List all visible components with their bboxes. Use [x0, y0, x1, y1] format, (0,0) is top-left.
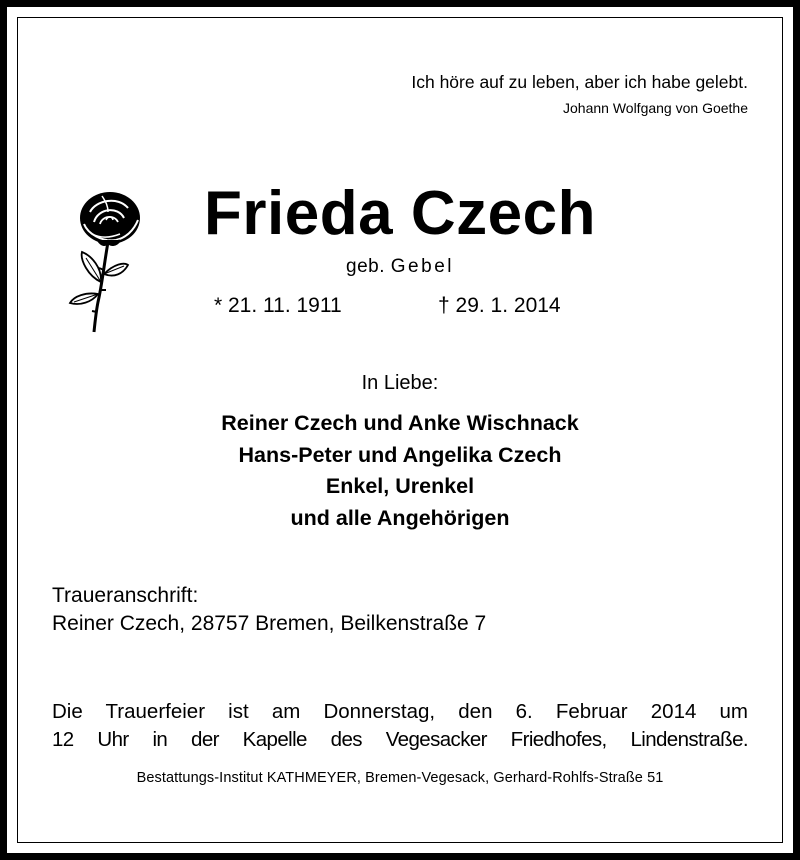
nee-prefix: geb. [346, 256, 385, 277]
service-line-1: Die Trauerfeier ist am Donnerstag, den 6. Februar 2014 um [52, 700, 748, 723]
address-label: Traueranschrift: [52, 584, 199, 607]
address-value: Reiner Czech, 28757 Bremen, Beilkenstraße 7 [52, 612, 487, 635]
funeral-home: Bestattungs-Institut KATHMEYER, Bremen-Vegesack, Gerhard-Rohlfs-Straße 51 [136, 770, 664, 786]
birth-date: * 21. 11. 1911 [214, 294, 342, 317]
goethe-quote: Ich höre auf zu leben, aber ich habe gelebt. [411, 72, 748, 92]
maiden-name: Gebel [390, 256, 454, 277]
mourner-line: Hans-Peter und Angelika Czech [238, 442, 562, 467]
death-date: † 29. 1. 2014 [438, 294, 561, 317]
maiden-name-line [0, 256, 800, 278]
mourner-line: und alle Angehörigen [290, 505, 510, 530]
mourners-list [0, 408, 800, 534]
mourner-line: Reiner Czech und Anke Wischnack [221, 411, 579, 435]
quote-author: Johann Wolfgang von Goethe [563, 100, 748, 116]
funeral-service-info [52, 698, 748, 754]
service-line-2: 12 Uhr in der Kapelle des Vegesacker Friedhofes, Lindenstraße. [52, 728, 748, 751]
deceased-name: Frieda Czech [204, 179, 596, 248]
in-love-intro: In Liebe: [361, 372, 439, 394]
mourner-line: Enkel, Urenkel [325, 474, 475, 498]
